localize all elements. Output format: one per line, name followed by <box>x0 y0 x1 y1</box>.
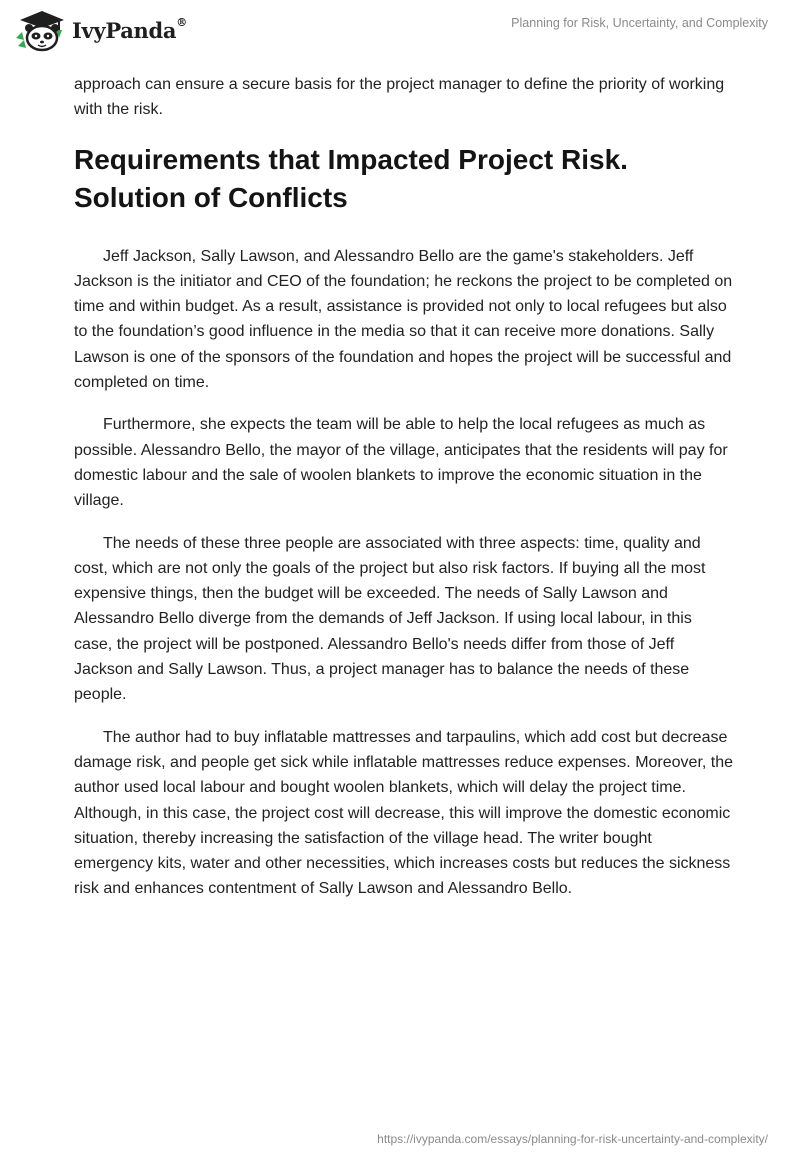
brand-name <box>72 15 187 43</box>
panda-graduate-icon <box>14 8 66 52</box>
source-url[interactable]: https://ivypanda.com/essays/planning-for-risk-uncertainty-and-complexity/ <box>377 1132 768 1146</box>
brand-name-text: IvyPanda <box>72 17 177 43</box>
registered-mark: ® <box>176 15 187 29</box>
brand-logo[interactable] <box>14 8 187 52</box>
body-paragraph: The author had to buy inflatable mattresses and tarpaulins, which add cost but decrease damage risk, and people get sick while inflatable mattresses reduce expenses. Moreover, the author used local labour and bought woolen blankets, which will delay the project time. Although, in this case, the project cost will decrease, this will improve the domestic economic situation, thereby increasing the satisfaction of the village head. The writer bought emergency kits, water and other necessities, which increases costs but reduces the sickness risk and enhances contentment of Sally Lawson and Alessandro Bello. <box>74 728 734 898</box>
body-paragraph: Jeff Jackson, Sally Lawson, and Alessandro Bello are the game's stakeholders. Jeff Jackson is the initiator and CEO of the foundation; he reckons the project to be completed on time and within budget. As a result, assistance is provided not only to local refugees but also to the foundation’s good influence in the media so that it can receive more donations. Sally Lawson is one of the sponsors of the foundation and hopes the project will be successful and completed on time. <box>74 247 733 392</box>
intro-paragraph: approach can ensure a secure basis for the project manager to define the priority of working with the risk. <box>74 76 725 119</box>
page-header <box>0 0 800 70</box>
section-heading: Requirements that Impacted Project Risk. Solution of Conflicts <box>74 143 628 213</box>
body-paragraph: The needs of these three people are associated with three aspects: time, quality and cost, which are not only the goals of the project but also risk factors. If buying all the most expensive things, then the budget will be exceeded. The needs of Sally Lawson and Alessandro Bello diverge from the demands of Jeff Jackson. If using local labour, in this case, the project will be postponed. Alessandro Bello's needs differ from those of Jeff Jackson and Sally Lawson. Thus, a project manager has to balance the needs of these people. <box>74 534 706 704</box>
article-body <box>74 72 734 919</box>
document-title: Planning for Risk, Uncertainty, and Complexity <box>511 16 768 30</box>
body-paragraph: Furthermore, she expects the team will be able to help the local refugees as much as possible. Alessandro Bello, the mayor of the village, anticipates that the residents will pay for domestic labour and the sale of woolen blankets to improve the economic situation in the village. <box>74 416 728 510</box>
